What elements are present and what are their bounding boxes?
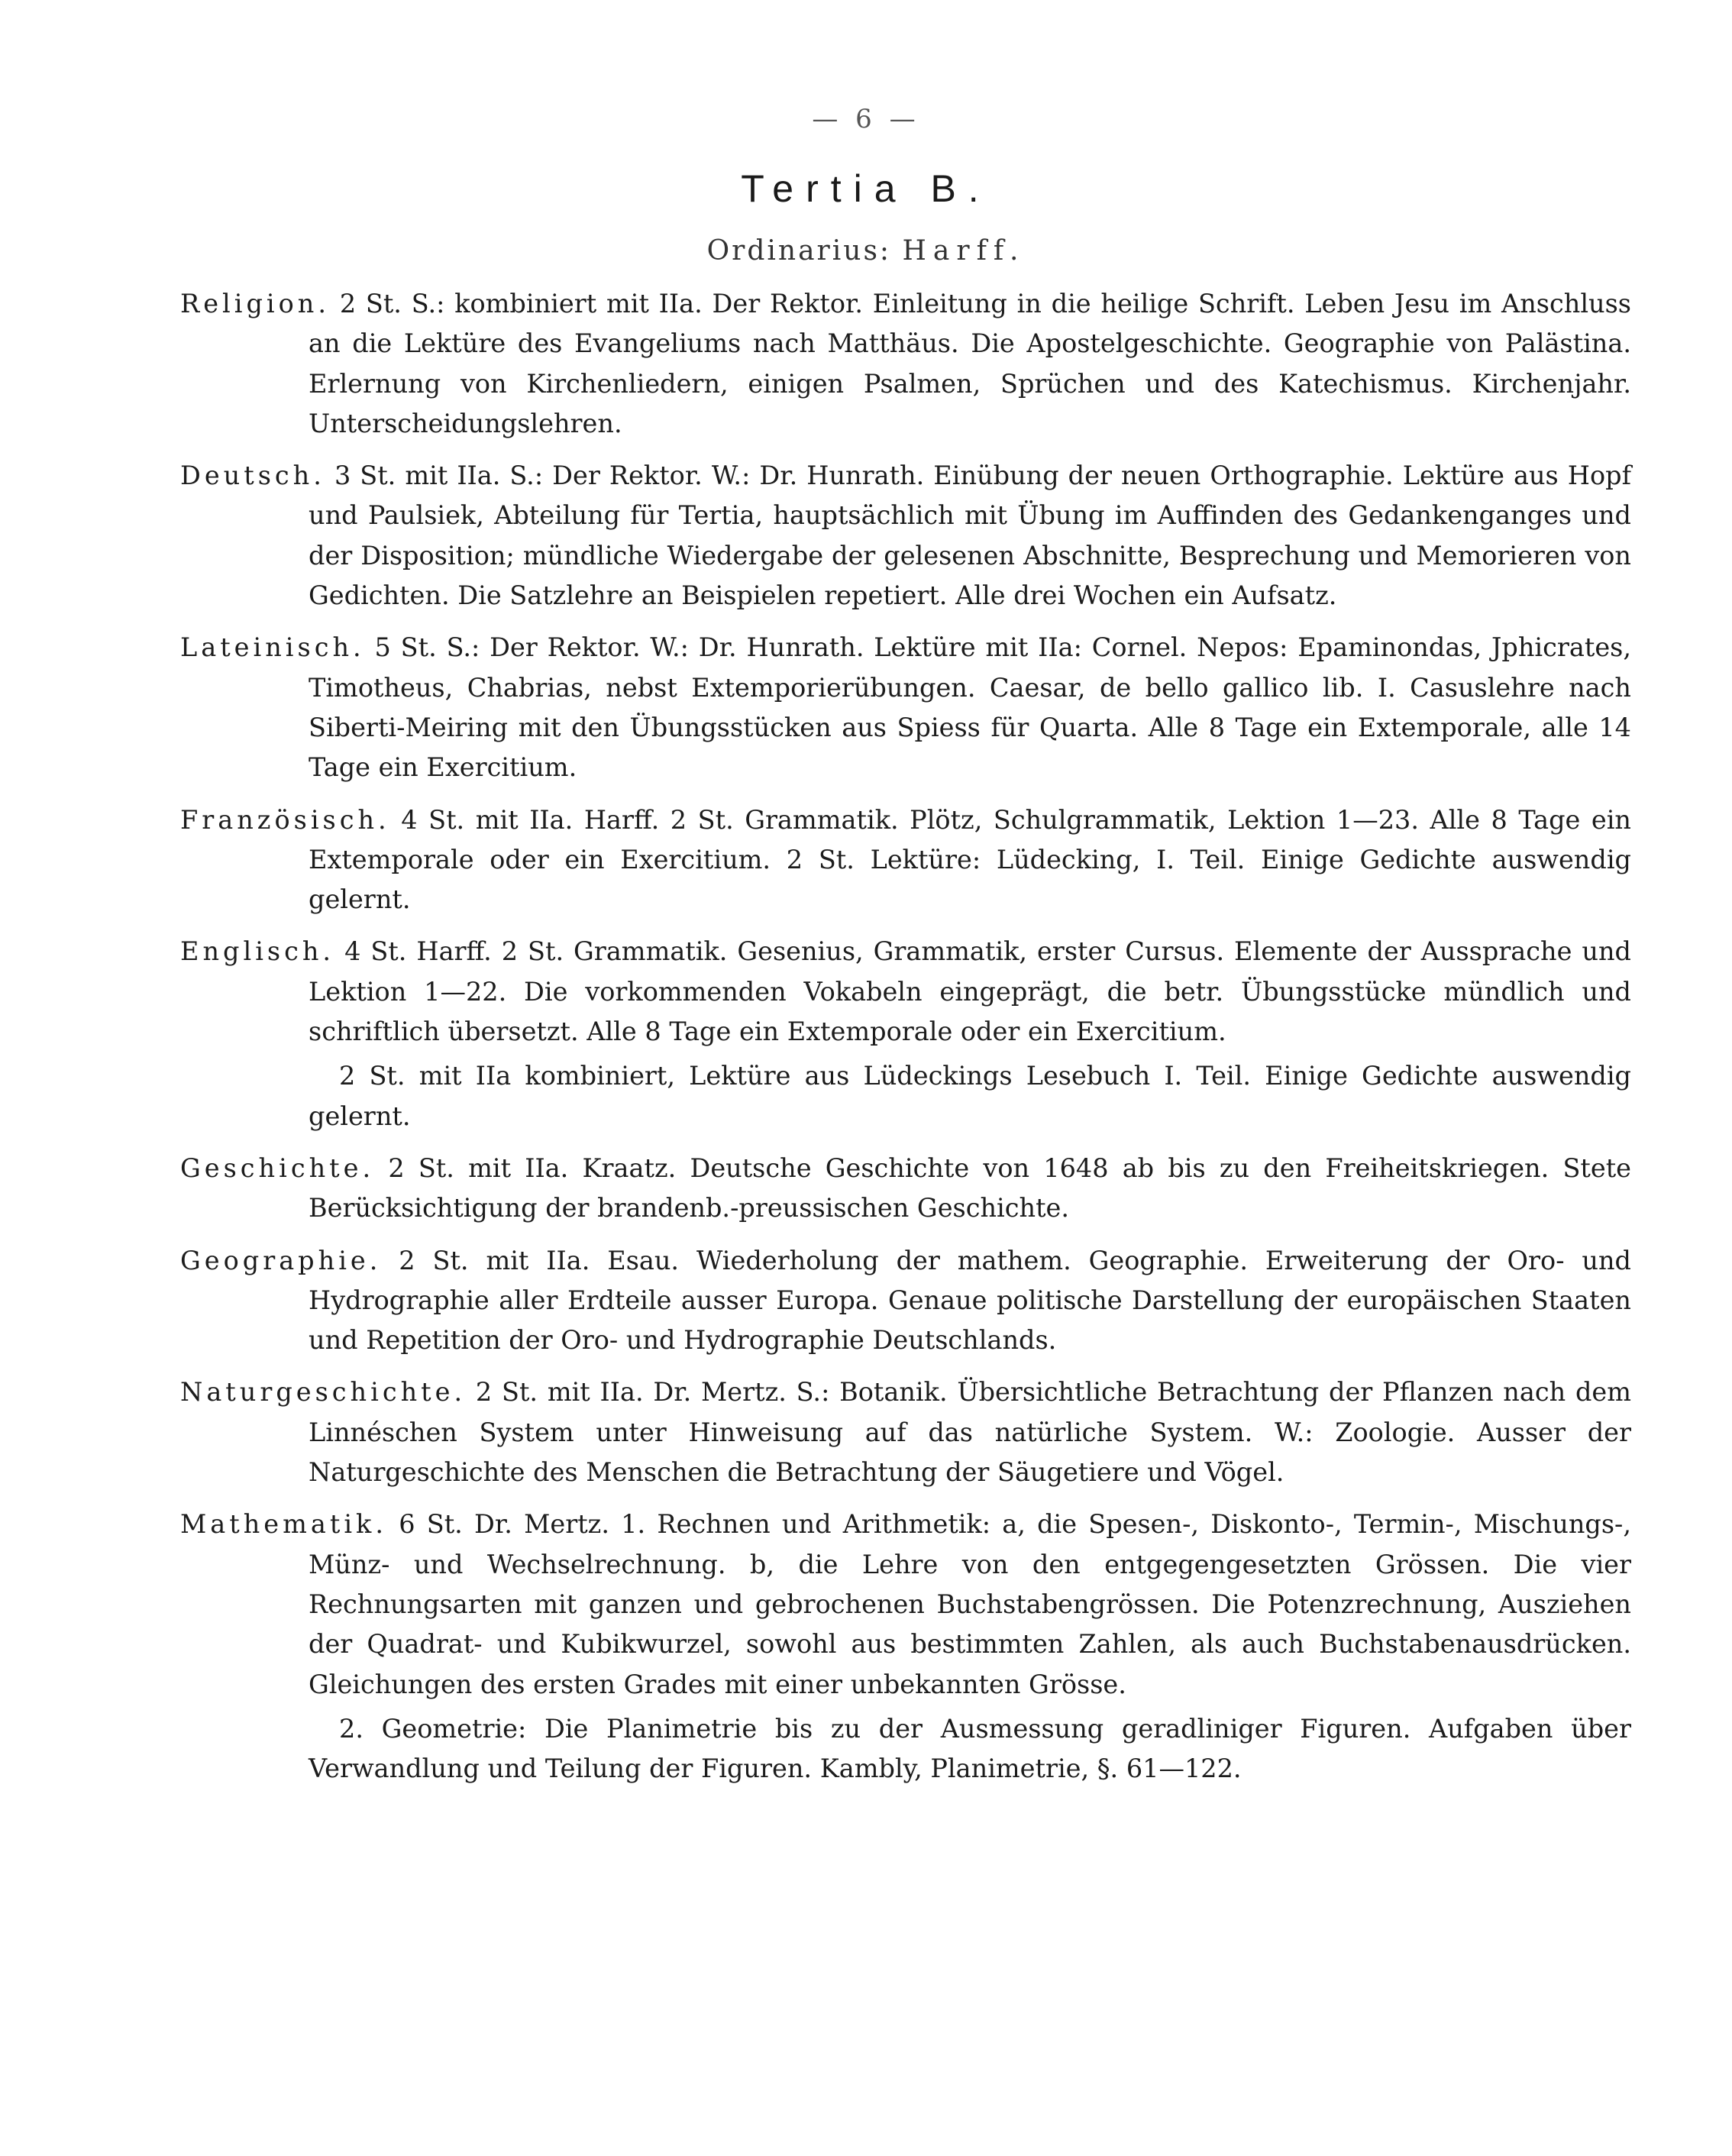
subject-text: 4 St. Harff. 2 St. Grammatik. Gesenius, Grammatik, erster Cursus. Elemente der Aussprache und Lektion 1—22. Die vorkommenden Vokabeln eingeprägt, die betr. Übungsstücke mündlich und schriftlich übersetzt. Alle 8 Tage ein Extemporale oder ein Exercitium. bbox=[309, 936, 1631, 1047]
subject-lateinisch bbox=[180, 628, 1631, 787]
subject-text: 2 St. mit IIa. Dr. Mertz. S.: Botanik. Übersichtliche Betrachtung der Pflanzen nach dem Linnéschen System unter Hinweisung auf das natürliche System. W.: Zoologie. Ausser der Naturgeschichte des Menschen die Betrachtung der Säugetiere und Vögel. bbox=[309, 1377, 1632, 1488]
ordinarius-line bbox=[0, 235, 1732, 267]
subject-mathematik-continuation: 2. Geometrie: Die Planimetrie bis zu der Ausmessung geradliniger Figuren. Aufgaben über Verwandlung und Teilung der Figuren. Kambly, Planimetrie, §. 61—122. bbox=[309, 1713, 1631, 1784]
subject-geographie bbox=[180, 1241, 1631, 1361]
subject-heading: Geschichte. bbox=[180, 1152, 375, 1183]
subject-text: 5 St. S.: Der Rektor. W.: Dr. Hunrath. Lektüre mit IIa: Cornel. Nepos: Epaminondas, Jphicrates, Timotheus, Chabrias, nebst Extemporierübungen. Caesar, de bello gallico lib. I. Casuslehre nach Siberti-Meiring mit den Übungsstücken aus Spiess für Quarta. Alle 8 Tage ein Extemporale, alle 14 Tage ein Exercitium. bbox=[309, 632, 1631, 783]
curriculum-body bbox=[180, 284, 1631, 1801]
subject-heading: Französisch. bbox=[180, 804, 390, 835]
subject-text: 2 St. S.: kombiniert mit IIa. Der Rektor. Einleitung in die heilige Schrift. Leben Jesu im Anschluss an die Lektüre des Evangeliums nach Matthäus. Die Apostelgeschichte. Geographie von Palästina. Erlernung von Kirchenliedern, einigen Psalmen, Sprüchen und des Katechismus. Kirchenjahr. Unterscheidungslehren. bbox=[309, 289, 1631, 438]
subject-religion bbox=[180, 284, 1631, 444]
subject-text: 4 St. mit IIa. Harff. 2 St. Grammatik. Plötz, Schulgrammatik, Lektion 1—23. Alle 8 Tage ein Extemporale oder ein Exercitium. 2 St. Lektüre: Lüdecking, I. Teil. Einige Gedichte auswendig gelernt. bbox=[309, 804, 1631, 915]
subject-text: 6 St. Dr. Mertz. 1. Rechnen und Arithmetik: a, die Spesen-, Diskonto-, Termin-, Mischungs-, Münz- und Wechselrechnung. b, die Lehre von den entgegengesetzten Grössen. Die vier Rechnungsarten mit ganzen und gebrochenen Buchstabengrössen. Die Potenzrechnung, Ausziehen der Quadrat- und Kubikwurzel, sowohl aus bestimmten Zahlen, als auch Buchstabenausdrücken. Gleichungen des ersten Grades mit einer unbekannten Grösse. bbox=[309, 1509, 1631, 1699]
subject-englisch bbox=[180, 932, 1631, 1052]
page-number: — 6 — bbox=[812, 104, 920, 134]
subject-heading: Englisch. bbox=[180, 936, 335, 967]
subject-heading: Naturgeschichte. bbox=[180, 1377, 467, 1408]
subject-mathematik bbox=[180, 1505, 1631, 1704]
ordinarius-label: Ordinarius: bbox=[706, 235, 892, 267]
ordinarius-name: Harff. bbox=[902, 235, 1026, 267]
subject-heading: Lateinisch. bbox=[180, 632, 365, 663]
page-title: Tertia B. bbox=[741, 167, 991, 210]
subject-text: 3 St. mit IIa. S.: Der Rektor. W.: Dr. Hunrath. Einübung der neuen Orthographie. Lektüre aus Hopf und Paulsiek, Abteilung für Tertia, hauptsächlich mit Übung im Auffinden des Gedankenganges und der Disposition; mündliche Wiedergabe der gelesenen Abschnitte, Besprechung und Memorieren von Gedichten. Die Satzlehre an Beispielen repetiert. Alle drei Wochen ein Aufsatz. bbox=[309, 461, 1631, 611]
subject-text: 2 St. mit IIa. Kraatz. Deutsche Geschichte von 1648 ab bis zu den Freiheitskriegen. Stete Berücksichtigung der brandenb.-preussischen Geschichte. bbox=[309, 1152, 1631, 1223]
subject-heading: Mathematik. bbox=[180, 1509, 387, 1540]
subject-heading: Religion. bbox=[180, 289, 331, 318]
subject-heading: Geographie. bbox=[180, 1245, 382, 1275]
subject-heading: Deutsch. bbox=[180, 461, 325, 491]
subject-englisch-continuation: 2 St. mit IIa kombiniert, Lektüre aus Lüdeckings Lesebuch I. Teil. Einige Gedichte auswendig gelernt. bbox=[309, 1061, 1631, 1131]
subject-text: 2 St. mit IIa. Esau. Wiederholung der mathem. Geographie. Erweiterung der Oro- und Hydrographie aller Erdteile ausser Europa. Genaue politische Darstellung der europäischen Staaten und Repetition der Oro- und Hydrographie Deutschlands. bbox=[309, 1245, 1631, 1356]
subject-deutsch bbox=[180, 456, 1631, 616]
subject-geschichte bbox=[180, 1149, 1631, 1229]
subject-franzoesisch bbox=[180, 800, 1631, 920]
subject-naturgeschichte bbox=[180, 1372, 1631, 1492]
